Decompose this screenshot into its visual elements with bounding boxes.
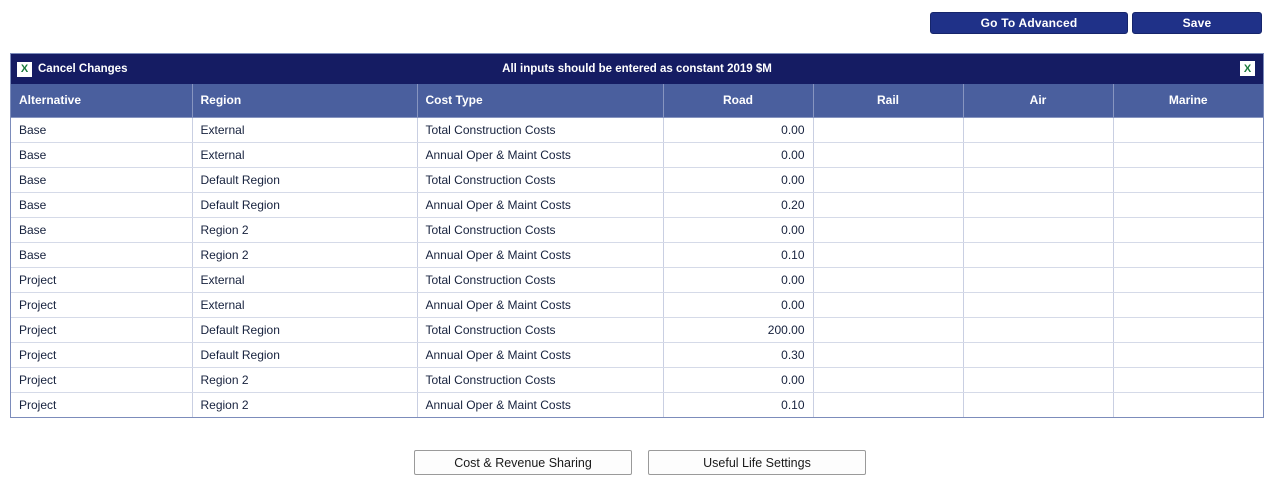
cell-alternative: Base [11,192,192,217]
column-header-air[interactable]: Air [963,84,1113,117]
cell-air-value [963,117,1113,142]
cancel-changes-button[interactable] [17,62,127,77]
cell-air-value [963,342,1113,367]
save-button[interactable]: Save [1132,12,1262,34]
table-row [11,342,1263,367]
cell-air-value [963,367,1113,392]
cell-region: External [192,267,417,292]
cell-alternative: Project [11,367,192,392]
panel-title: All inputs should be entered as constant 2019 $M [502,63,772,75]
cell-cost-type: Annual Oper & Maint Costs [417,192,663,217]
cell-rail-value [813,317,963,342]
cost-inputs-table [11,84,1263,417]
cell-air-value [963,242,1113,267]
cell-region: Default Region [192,167,417,192]
cell-rail-value [813,242,963,267]
table-row [11,392,1263,417]
cell-cost-type: Annual Oper & Maint Costs [417,292,663,317]
cell-marine-value [1113,217,1263,242]
cell-cost-type: Annual Oper & Maint Costs [417,242,663,267]
cell-region: Region 2 [192,392,417,417]
cell-air-value [963,317,1113,342]
cell-cost-type: Total Construction Costs [417,117,663,142]
cell-alternative: Base [11,242,192,267]
cell-rail-value [813,267,963,292]
cell-marine-value [1113,317,1263,342]
table-row [11,142,1263,167]
cell-marine-value [1113,292,1263,317]
cell-road-value[interactable]: 0.10 [663,242,813,267]
panel-header [11,54,1263,84]
cell-cost-type: Annual Oper & Maint Costs [417,342,663,367]
cell-marine-value [1113,242,1263,267]
cell-road-value[interactable]: 0.00 [663,292,813,317]
cell-region: Region 2 [192,367,417,392]
table-row [11,192,1263,217]
go-to-advanced-button[interactable]: Go To Advanced [930,12,1128,34]
table-header-row [11,84,1263,117]
cell-road-value[interactable]: 0.10 [663,392,813,417]
cell-region: External [192,292,417,317]
table-row [11,242,1263,267]
table-row [11,117,1263,142]
cell-marine-value [1113,142,1263,167]
table-row [11,367,1263,392]
cell-road-value[interactable]: 0.00 [663,367,813,392]
cell-region: External [192,117,417,142]
cell-road-value[interactable]: 0.00 [663,167,813,192]
table-row [11,267,1263,292]
cell-marine-value [1113,267,1263,292]
cell-rail-value [813,367,963,392]
cell-road-value[interactable]: 0.00 [663,117,813,142]
cell-alternative: Project [11,292,192,317]
cell-cost-type: Annual Oper & Maint Costs [417,142,663,167]
cell-region: Region 2 [192,242,417,267]
cell-road-value[interactable]: 0.30 [663,342,813,367]
column-header-region[interactable]: Region [192,84,417,117]
cell-rail-value [813,192,963,217]
cell-alternative: Base [11,217,192,242]
column-header-alternative[interactable]: Alternative [11,84,192,117]
cost-revenue-sharing-button[interactable]: Cost & Revenue Sharing [414,450,632,475]
cell-alternative: Project [11,267,192,292]
cell-marine-value [1113,342,1263,367]
cell-marine-value [1113,367,1263,392]
cell-rail-value [813,167,963,192]
cell-region: External [192,142,417,167]
cell-marine-value [1113,167,1263,192]
cell-rail-value [813,342,963,367]
cell-road-value[interactable]: 0.00 [663,267,813,292]
cell-cost-type: Total Construction Costs [417,317,663,342]
cell-alternative: Project [11,342,192,367]
cell-rail-value [813,292,963,317]
cell-road-value[interactable]: 0.20 [663,192,813,217]
table-row [11,217,1263,242]
cell-rail-value [813,392,963,417]
table-row [11,317,1263,342]
cell-air-value [963,392,1113,417]
cell-alternative: Project [11,317,192,342]
cell-road-value[interactable]: 0.00 [663,217,813,242]
cell-marine-value [1113,392,1263,417]
cell-region: Region 2 [192,217,417,242]
footer-button-bar [0,450,1280,475]
cell-region: Default Region [192,317,417,342]
cell-rail-value [813,217,963,242]
column-header-marine[interactable]: Marine [1113,84,1263,117]
cell-cost-type: Total Construction Costs [417,367,663,392]
cell-rail-value [813,142,963,167]
column-header-rail[interactable]: Rail [813,84,963,117]
cell-road-value[interactable]: 0.00 [663,142,813,167]
cell-air-value [963,167,1113,192]
cancel-changes-label: Cancel Changes [38,63,128,75]
cell-alternative: Base [11,117,192,142]
table-row [11,292,1263,317]
cell-road-value[interactable]: 200.00 [663,317,813,342]
useful-life-settings-button[interactable]: Useful Life Settings [648,450,866,475]
cell-alternative: Base [11,142,192,167]
cell-air-value [963,217,1113,242]
cost-inputs-panel [10,53,1264,418]
cell-cost-type: Total Construction Costs [417,217,663,242]
cell-air-value [963,292,1113,317]
top-action-bar [930,12,1262,34]
cell-air-value [963,267,1113,292]
table-row [11,167,1263,192]
excel-icon-left: X [17,62,32,77]
cell-alternative: Base [11,167,192,192]
cell-marine-value [1113,192,1263,217]
cell-rail-value [813,117,963,142]
excel-export-icon[interactable]: X [1240,61,1255,76]
cell-region: Default Region [192,342,417,367]
cell-cost-type: Total Construction Costs [417,267,663,292]
cell-region: Default Region [192,192,417,217]
cell-air-value [963,192,1113,217]
cell-marine-value [1113,117,1263,142]
cell-cost-type: Annual Oper & Maint Costs [417,392,663,417]
column-header-cost-type[interactable]: Cost Type [417,84,663,117]
column-header-road[interactable]: Road [663,84,813,117]
cell-alternative: Project [11,392,192,417]
cell-air-value [963,142,1113,167]
cell-cost-type: Total Construction Costs [417,167,663,192]
